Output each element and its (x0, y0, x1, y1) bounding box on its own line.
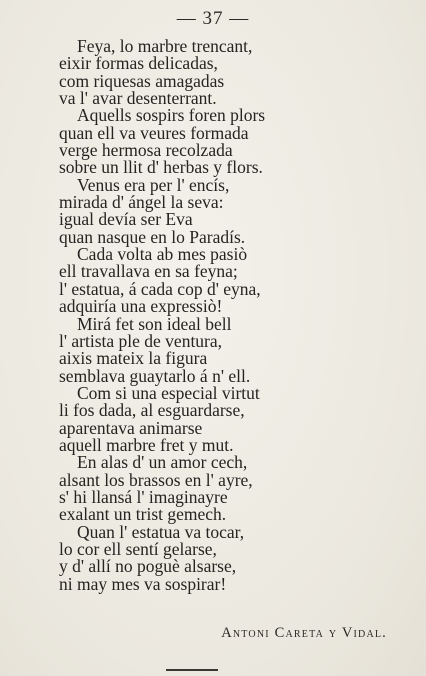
poem-line: exalant un trist gemech. (59, 504, 227, 525)
poem-line: l' estatua, á cada cop d' eyna, (59, 278, 261, 299)
poem-line: alsant los brassos en l' ayre, (59, 469, 253, 490)
poem-line: aparentava animarse (59, 417, 203, 438)
poem-line: igual devía ser Eva (59, 209, 193, 230)
poem-line: s' hi llansá l' imaginayre (59, 486, 228, 507)
poem-line: Com si una especial virtut (77, 382, 260, 403)
poem-line: Mirá fet son ideal bell (77, 313, 232, 334)
poem-line: ell travallava en sa feyna; (59, 261, 238, 282)
poem-line: sobre un llit d' herbas y flors. (59, 157, 263, 178)
closing-rule (166, 669, 218, 671)
poem-line: aquell marbre fret y mut. (59, 434, 234, 455)
poem-line: quan nasque en lo Paradís. (59, 226, 246, 247)
page-number: — 37 — (176, 8, 250, 29)
poem-line: Cada volta ab mes pasiò (77, 244, 248, 265)
author-signature: Antoni Careta y Vidal. (221, 625, 387, 641)
poem-line: ni may mes va sospirar! (59, 573, 227, 594)
poem-line: va l' avar desenterrant. (59, 88, 217, 109)
poem-line: En alas d' un amor cech, (77, 452, 248, 473)
poem-line: eixir formas delicadas, (59, 53, 218, 74)
poem (59, 38, 399, 593)
poem-line: com riquesas amagadas (59, 70, 225, 91)
poem-line: adquiría una expressiò! (59, 296, 223, 317)
poem-line: lo cor ell sentí gelarse, (59, 538, 217, 559)
poem-line: l' artista ple de ventura, (59, 330, 223, 351)
poem-line: verge hermosa recolzada (59, 140, 233, 161)
poem-line: Venus era per l' encís, (77, 174, 230, 195)
poem-line: Quan l' estatua va tocar, (77, 521, 245, 542)
poem-line: aixis mateix la figura (59, 348, 208, 369)
poem-line: quan ell va veures formada (59, 122, 249, 143)
poem-line: li fos dada, al esguardarse, (59, 400, 245, 421)
poem-line: y d' allí no poguè alsarse, (59, 556, 237, 577)
poem-line: semblava guaytarlo á n' ell. (59, 365, 251, 386)
poem-line: mirada d' ángel la seva: (59, 192, 224, 213)
poem-line: Aquells sospirs foren plors (77, 105, 266, 126)
poem-line: Feya, lo marbre trencant, (77, 36, 253, 56)
